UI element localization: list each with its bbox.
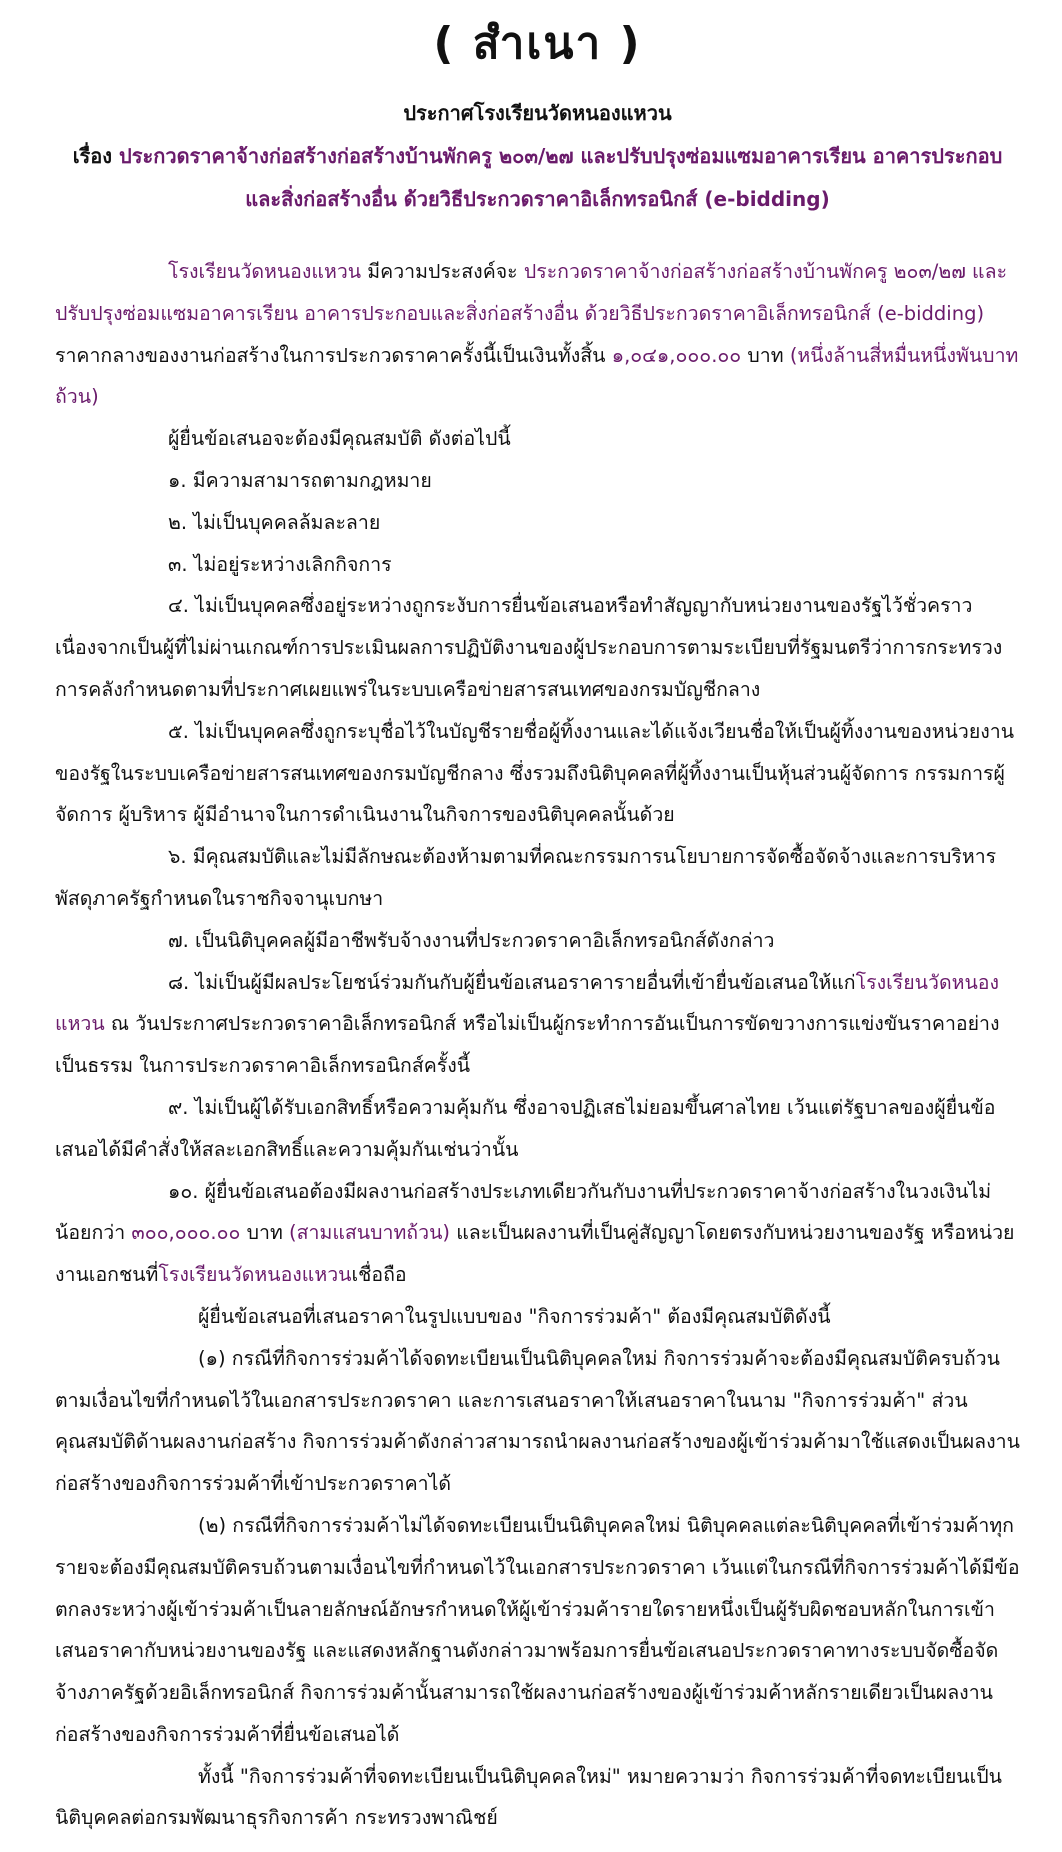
- price-text: ราคากลางของงานก่อสร้างในการประกวดราคาครั้งนี้เป็นเงินทั้งสิ้น: [55, 343, 612, 367]
- qualification-item-2: ๒. ไม่เป็นบุคคลล้มละลาย: [168, 510, 381, 534]
- subject-line-1: [55, 135, 1020, 178]
- qualification-item-6: ๖. มีคุณสมบัติและไม่มีลักษณะต้องห้ามตามที่คณะกรรมการนโยบายการจัดซื้อจัดจ้างและการบริหารพัสดุภาครัฐกำหนดในราชกิจจานุเบกษา: [55, 845, 997, 910]
- qualification-heading: ผู้ยื่นข้อเสนอจะต้องมีคุณสมบัติ ดังต่อไปนี้: [168, 427, 511, 451]
- joint-venture-clause-2: (๒) กรณีที่กิจการร่วมค้าไม่ได้จดทะเบียนเป็นนิติบุคคลใหม่ นิติบุคคลแต่ละนิติบุคคลที่เข้าร่วมค้าทุกรายจะต้องมีคุณสมบัติครบถ้วนตามเงื่อนไขที่กำหนดไว้ในเอกสารประกวดราคา เว้นแต่ในกรณีที่กิจการร่วมค้าได้มีข้อตกลงระหว่างผู้เข้าร่วมค้าเป็นลายลักษณ์อักษรกำหนดให้ผู้เข้าร่วมค้ารายใดรายหนึ่งเป็นผู้รับผิดชอบหลักในการเข้าเสนอราคากับหน่วยงานของรัฐ และแสดงหลักฐานดังกล่าวมาพร้อมการยื่นข้อเสนอประกวดราคาทางระบบจัดซื้อจัดจ้างภาครัฐด้วยอิเล็กทรอนิกส์ กิจการร่วมค้านั้นสามารถใช้ผลงานก่อสร้างของผู้เข้าร่วมค้าหลักรายเดียวเป็นผลงานก่อสร้างของกิจการร่วมค้าที่ยื่นข้อเสนอได้: [55, 1513, 1020, 1746]
- item-10-org: โรงเรียนวัดหนองแหวน: [158, 1263, 352, 1287]
- joint-venture-heading: ผู้ยื่นข้อเสนอที่เสนอราคาในรูปแบบของ "กิจการร่วมค้า" ต้องมีคุณสมบัติดังนี้: [198, 1304, 831, 1328]
- qualification-item-1: ๑. มีความสามารถตามกฎหมาย: [168, 468, 432, 492]
- qualification-item-5: ๕. ไม่เป็นบุคคลซึ่งถูกระบุชื่อไว้ในบัญชีรายชื่อผู้ทิ้งงานและได้แจ้งเวียนชื่อให้เป็นผู้ทิ้งงานของหน่วยงานของรัฐในระบบเครือข่ายสารสนเทศของกรมบัญชีกลาง ซึ่งรวมถึงนิติบุคคลที่ผู้ทิ้งงานเป็นหุ้นส่วนผู้จัดการ กรรมการผู้จัดการ ผู้บริหาร ผู้มีอำนาจในการดำเนินงานในกิจการของนิติบุคคลนั้นด้วย: [55, 719, 1015, 827]
- item-10-text-c: เชื่อถือ: [351, 1263, 407, 1287]
- qualification-item-8: [55, 962, 1020, 1087]
- intro-paragraph: [55, 251, 1020, 418]
- qualification-item-7: ๗. เป็นนิติบุคคลผู้มีอาชีพรับจ้างงานที่ประกวดราคาอิเล็กทรอนิกส์ดังกล่าว: [168, 928, 775, 952]
- item-10-text-b: และเป็นผลงานที่เป็นคู่สัญญาโดยตรงกับหน่วยงานของรัฐ หรือหน่วยงานเอกชนที่: [55, 1221, 1015, 1287]
- item-8-text-a: ๘. ไม่เป็นผู้มีผลประโยชน์ร่วมกันกับผู้ยื่นข้อเสนอราคารายอื่นที่เข้ายื่นข้อเสนอให้แก่: [168, 970, 856, 994]
- item-10-text-a: ๑๐. ผู้ยื่นข้อเสนอต้องมีผลงานก่อสร้างประเภทเดียวกันกับงานที่ประกวดราคาจ้างก่อสร้างในวงเงินไม่น้อยกว่า: [55, 1179, 992, 1245]
- project-name: ประกวดราคาจ้างก่อสร้างก่อสร้างบ้านพักครู ๒๐๓/๒๗ และปรับปรุงซ่อมแซมอาคารเรียน อาคารประกอบและสิ่งก่อสร้างอื่น ด้วยวิธีประกวดราคาอิเล็กทรอนิกส์ (e-bidding): [55, 260, 1008, 325]
- subject-text-1: ประกวดราคาจ้างก่อสร้างก่อสร้างบ้านพักครู ๒๐๓/๒๗ และปรับปรุงซ่อมแซมอาคารเรียน อาคารประกอบ: [119, 144, 1003, 168]
- copy-stamp: ( สำเนา ): [433, 18, 642, 69]
- joint-venture-clause-3: ทั้งนี้ "กิจการร่วมค้าที่จดทะเบียนเป็นนิติบุคคลใหม่" หมายความว่า กิจการร่วมค้าที่จดทะเบียนเป็นนิติบุคคลต่อกรมพัฒนาธุรกิจการค้า กระทรวงพาณิชย์: [55, 1764, 1003, 1830]
- item-8-text-b: ณ วันประกาศประกวดราคาอิเล็กทรอนิกส์ หรือไม่เป็นผู้กระทำการอันเป็นการขัดขวางการแข่งขันราคาอย่างเป็นธรรม ในการประกวดราคาอิเล็กทรอนิกส์ครั้งนี้: [55, 1012, 1000, 1078]
- document-body: [55, 251, 1020, 1839]
- item-10-baht: บาท: [240, 1221, 290, 1245]
- subject-label: เรื่อง: [72, 144, 113, 168]
- qualification-item-4: ๔. ไม่เป็นบุคคลซึ่งอยู่ระหว่างถูกระงับการยื่นข้อเสนอหรือทำสัญญากับหน่วยงานของรัฐไว้ชั่วคราว เนื่องจากเป็นผู้ที่ไม่ผ่านเกณฑ์การประเมินผลการปฏิบัติงานของผู้ประกอบการตามระเบียบที่รัฐมนตรีว่าการกระทรวงการคลังกำหนดตามที่ประกาศเผยแพร่ในระบบเครือข่ายสารสนเทศของกรมบัญชีกลาง: [55, 594, 1003, 701]
- subject-line-2: และสิ่งก่อสร้างอื่น ด้วยวิธีประกวดราคาอิเล็กทรอนิกส์ (e-bidding): [245, 187, 830, 211]
- price-amount: ๑,๐๔๑,๐๐๐.๐๐: [611, 343, 742, 367]
- item-10-amount: ๓๐๐,๐๐๐.๐๐: [131, 1221, 241, 1245]
- org-name: โรงเรียนวัดหนองแหวน: [168, 260, 362, 283]
- baht-label: บาท: [741, 343, 790, 367]
- announcement-header: [55, 92, 1020, 221]
- intro-wish: มีความประสงค์จะ: [361, 260, 524, 283]
- qualification-item-9: ๙. ไม่เป็นผู้ได้รับเอกสิทธิ์หรือความคุ้มกัน ซึ่งอาจปฏิเสธไม่ยอมขึ้นศาลไทย เว้นแต่รัฐบาลของผู้ยื่นข้อเสนอได้มีคำสั่งให้สละเอกสิทธิ์และความคุ้มกันเช่นว่านั้น: [55, 1095, 996, 1161]
- joint-venture-clause-1: (๑) กรณีที่กิจการร่วมค้าได้จดทะเบียนเป็นนิติบุคคลใหม่ กิจการร่วมค้าจะต้องมีคุณสมบัติครบถ้วนตามเงื่อนไขที่กำหนดไว้ในเอกสารประกวดราคา และการเสนอราคาให้เสนอราคาในนาม "กิจการร่วมค้า" ส่วนคุณสมบัติด้านผลงานก่อสร้าง กิจการร่วมค้าดังกล่าวสามารถนำผลงานก่อสร้างของผู้เข้าร่วมค้ามาใช้แสดงเป็นผลงานก่อสร้างของกิจการร่วมค้าที่เข้าประกวดราคาได้: [55, 1346, 1020, 1496]
- item-8-org: โรงเรียนวัดหนองแหวน: [55, 970, 1000, 1036]
- item-10-words: (สามแสนบาทถ้วน): [289, 1221, 451, 1245]
- price-in-words: (หนึ่งล้านสี่หมื่นหนึ่งพันบาทถ้วน): [55, 343, 1019, 409]
- announcement-title: ประกาศโรงเรียนวัดหนองแหวน: [403, 101, 672, 125]
- qualification-item-10: [55, 1171, 1020, 1296]
- qualification-item-3: ๓. ไม่อยู่ระหว่างเลิกกิจการ: [168, 552, 392, 576]
